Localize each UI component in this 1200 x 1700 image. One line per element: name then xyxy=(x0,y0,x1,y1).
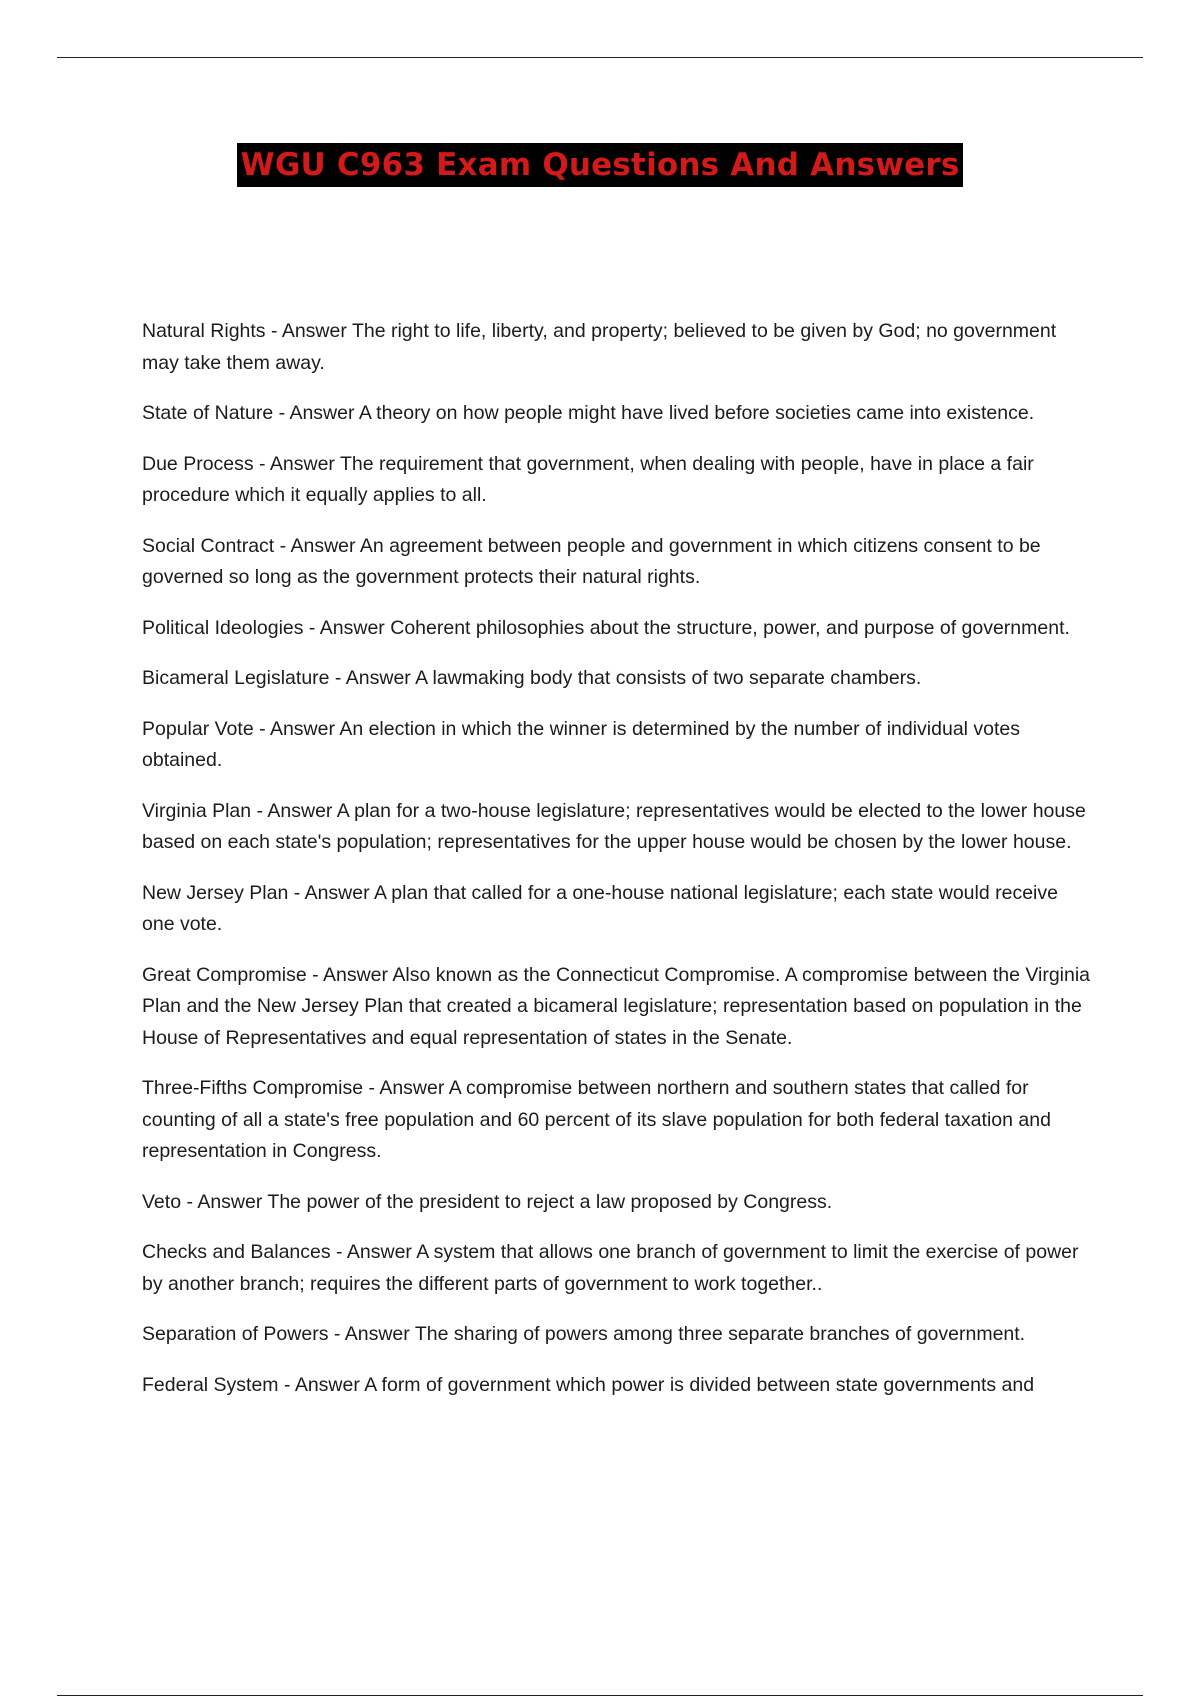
entry-answer: A theory on how people might have lived before societies came into existence. xyxy=(358,402,1035,424)
qa-entry: New Jersey Plan - Answer A plan that called for a one-house national legislature; each state would receive one vote. xyxy=(142,881,1058,935)
qa-entry: Popular Vote - Answer An election in which the winner is determined by the number of individual votes obtained. xyxy=(142,717,1021,771)
entry-answer-label: Answer xyxy=(197,1190,263,1213)
top-rule xyxy=(57,57,1143,58)
qa-entry: Checks and Balances - Answer A system that allows one branch of government to limit the exercise of power by another branch; requires the different parts of government to work together.. xyxy=(142,1241,1079,1295)
entry-term: Due Process xyxy=(142,452,254,475)
bottom-rule xyxy=(57,1695,1143,1696)
qa-entry: Federal System - Answer A form of government which power is divided between state governments and xyxy=(142,1373,1035,1396)
entry-answer-label: Answer xyxy=(379,1077,445,1099)
entry-answer: Also known as the Connecticut Compromise. A compromise between the Virginia Plan and the New Jersey Plan that created a bicameral legislature; representation based on population in the House of Representatives and equal representation of states in the Senate. xyxy=(142,963,1091,1049)
entry-answer-label: Answer xyxy=(345,667,411,689)
entry-term: New Jersey Plan xyxy=(142,881,289,904)
qa-entry: Natural Rights - Answer The right to life, liberty, and property; believed to be given by God; no government may take them away. xyxy=(142,320,1057,374)
entry-answer: The right to life, liberty, and property; believed to be given by God; no government may take them away. xyxy=(142,320,1057,374)
qa-entry: State of Nature - Answer A theory on how people might have lived before societies came into existence. xyxy=(142,402,1035,424)
entry-answer-label: Answer xyxy=(319,616,385,639)
entry-answer: The requirement that government, when dealing with people, have in place a fair procedure which it equally applies to all. xyxy=(142,452,1034,506)
entry-answer: A plan that called for a one-house national legislature; each state would receive one vote. xyxy=(142,881,1058,935)
entry-answer: A compromise between northern and southern states that called for counting of all a state's free population and 60 percent of its slave population for both federal taxation and representation in Congress. xyxy=(142,1077,1051,1162)
entry-answer-label: Answer xyxy=(304,881,370,904)
entry-answer-label: Answer xyxy=(289,402,355,424)
entry-term: Natural Rights xyxy=(142,320,266,342)
entry-answer: A lawmaking body that consists of two separate chambers. xyxy=(415,667,922,689)
entry-term: Federal System xyxy=(142,1373,279,1396)
entry-answer-label: Answer xyxy=(294,1373,360,1396)
document-title: WGU C963 Exam Questions And Answers xyxy=(237,143,963,187)
qa-entry: Great Compromise - Answer Also known as the Connecticut Compromise. A compromise between the Virginia Plan and the New Jersey Plan that created a bicameral legislature; representation based on population in the House of Representatives and equal representation of states in the Senate. xyxy=(142,963,1091,1049)
title-container xyxy=(0,143,1200,192)
entry-answer: An agreement between people and government in which citizens consent to be governed so long as the government protects their natural rights. xyxy=(142,534,1041,588)
entry-answer: An election in which the winner is determined by the number of individual votes obtained. xyxy=(142,717,1021,771)
entry-term: Checks and Balances xyxy=(142,1241,331,1263)
entry-answer: A form of government which power is divided between state governments and xyxy=(364,1373,1035,1396)
qa-entry: Social Contract - Answer An agreement between people and government in which citizens consent to be governed so long as the government protects their natural rights. xyxy=(142,534,1041,588)
entry-answer-label: Answer xyxy=(322,963,389,986)
qa-entry: Political Ideologies - Answer Coherent philosophies about the structure, power, and purpose of government. xyxy=(142,616,1070,639)
entry-term: Veto xyxy=(142,1190,182,1213)
entry-term: Virginia Plan xyxy=(142,799,252,822)
entry-term: Three-Fifths Compromise xyxy=(142,1077,364,1099)
entry-answer-label: Answer xyxy=(269,452,335,475)
qa-entry: Separation of Powers - Answer The sharing of powers among three separate branches of government. xyxy=(142,1323,1026,1345)
entry-term: Popular Vote xyxy=(142,717,254,740)
entry-answer: A system that allows one branch of government to limit the exercise of power by another branch; requires the different parts of government to work together.. xyxy=(142,1241,1079,1295)
entry-term: Social Contract xyxy=(142,534,275,557)
qa-entry: Three-Fifths Compromise - Answer A compromise between northern and southern states that called for counting of all a state's free population and 60 percent of its slave population for both federal taxation and representation in Congress. xyxy=(142,1077,1051,1162)
entry-answer-label: Answer xyxy=(344,1323,410,1345)
qa-entry: Bicameral Legislature - Answer A lawmaking body that consists of two separate chambers. xyxy=(142,667,922,689)
qa-entry: Veto - Answer The power of the president to reject a law proposed by Congress. xyxy=(142,1190,833,1213)
entry-term: State of Nature xyxy=(142,402,274,424)
qa-entry: Virginia Plan - Answer A plan for a two-house legislature; representatives would be elected to the lower house based on each state's population; representatives for the upper house would be chosen by the lower house. xyxy=(142,799,1086,853)
entry-term: Great Compromise xyxy=(142,963,307,986)
entry-answer: The power of the president to reject a law proposed by Congress. xyxy=(267,1190,833,1213)
entry-answer-label: Answer xyxy=(281,320,347,342)
entry-answer-label: Answer xyxy=(346,1241,412,1263)
qa-entry: Due Process - Answer The requirement that government, when dealing with people, have in place a fair procedure which it equally applies to all. xyxy=(142,452,1034,506)
entry-answer-label: Answer xyxy=(267,799,333,822)
entry-answer-label: Answer xyxy=(290,534,356,557)
entry-answer: A plan for a two-house legislature; representatives would be elected to the lower house based on each state's population; representatives for the upper house would be chosen by the lower house. xyxy=(142,799,1086,853)
entry-term: Political Ideologies xyxy=(142,616,304,639)
entry-answer-label: Answer xyxy=(269,717,335,740)
entry-term: Separation of Powers xyxy=(142,1323,329,1345)
entry-term: Bicameral Legislature xyxy=(142,667,330,689)
entry-answer: The sharing of powers among three separate branches of government. xyxy=(414,1323,1026,1345)
entry-answer: Coherent philosophies about the structure, power, and purpose of government. xyxy=(390,616,1070,639)
qa-list xyxy=(142,316,1092,1420)
